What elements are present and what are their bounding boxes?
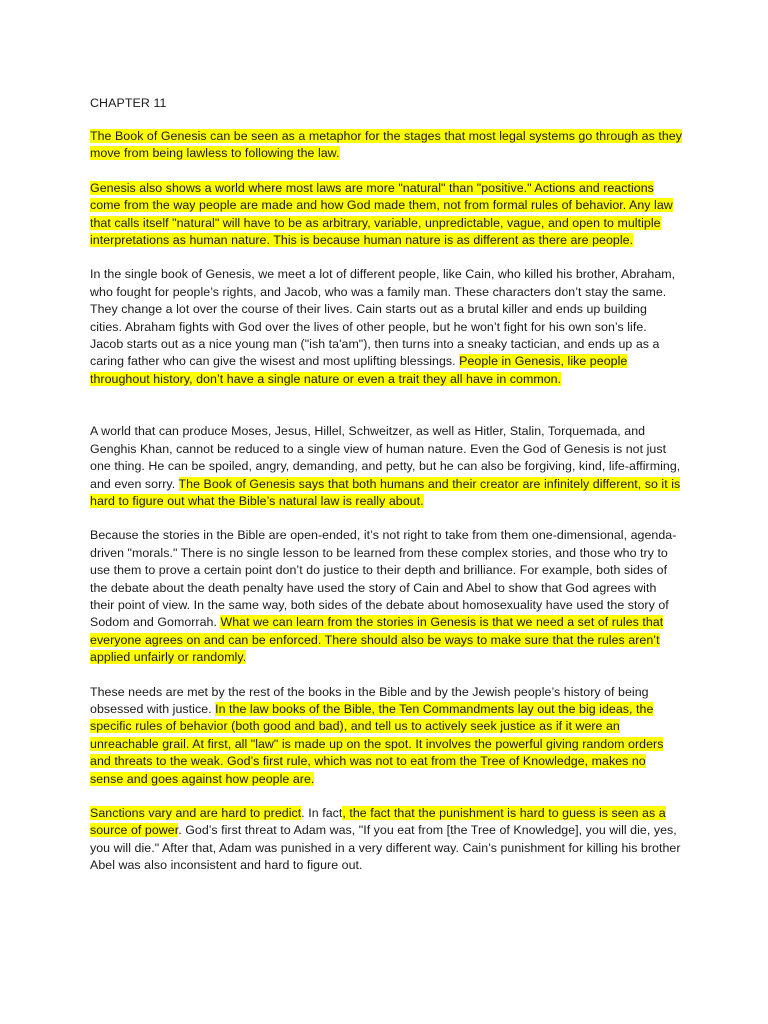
highlighted-text: Genesis also shows a world where most laws are more "natural" than "positive." Actions and reactions come from the way people are made and how God made them, not from formal rules of behavior. Any law that calls itself "natural" will have to be as arbitrary, variable, unpredictable, vague, and open to multiple interpretations as human nature. This is because human nature is as different as there are people. [90,180,673,248]
highlighted-text: The Book of Genesis can be seen as a metaphor for the stages that most legal systems go through as they move from being lawless to following the law. [90,129,682,161]
paragraph [90,180,682,250]
document-body [90,128,682,875]
body-text: These needs are met by the rest of the books in the Bible and by the Jewish people’s history of being obsessed with justice. [90,684,649,716]
paragraph [90,527,682,666]
highlighted-text: , the fact that the punishment is hard to guess is seen as a source of power [90,806,666,838]
highlighted-text: People in Genesis, like people throughout history, don’t have a single nature or even a trait they all have in common. [90,354,628,386]
body-text: In the single book of Genesis, we meet a lot of different people, like Cain, who killed his brother, Abraham, who fought for people’s rights, and Jacob, who was a family man. These characters don’t stay the same. They change a lot over the course of their lives. Cain starts out as a brutal killer and ends up building cities. Abraham fights with God over the lives of other people, but he won’t fight for his own son’s life. Jacob starts out as a nice young man ("ish ta'am"), then turns into a sneaky tactician, and ends up as a caring father who can give the wisest and most uplifting blessings. [90,267,676,369]
paragraph [90,423,682,510]
body-text: . In fact [301,806,343,820]
highlighted-text: What we can learn from the stories in Genesis is that we need a set of rules that everyone agrees on and can be enforced. There should also be ways to make sure that the rules aren’t applied unfairly or randomly. [90,615,664,665]
paragraph [90,266,682,388]
body-text: Because the stories in the Bible are open-ended, it’s not right to take from them one-dimensional, agenda-driven "morals." There is no single lesson to be learned from these complex stories, and those who try to use them to prove a certain point don’t do justice to their depth and brilliance. For example, both sides of the debate about the death penalty have used the story of Cain and Abel to show that God agrees with their point of view. In the same way, both sides of the debate about homosexuality have used the story of Sodom and Gomorrah. [90,528,677,630]
highlighted-text: The Book of Genesis says that both humans and their creator are infinitely different, so it is hard to figure out what the Bible’s natural law is really about. [90,476,681,508]
paragraph [90,128,682,163]
body-text: A world that can produce Moses, Jesus, Hillel, Schweitzer, as well as Hitler, Stalin, Torquemada, and Genghis Khan, cannot be reduced to a single view of human nature. Even the God of Genesis is not just one thing. He can be spoiled, angry, demanding, and petty, but he can also be forgiving, kind, life-affirming, and even sorry. [90,424,681,491]
highlighted-text: Sanctions vary and are hard to predict [90,806,302,820]
paragraph [90,805,682,875]
chapter-heading: CHAPTER 11 [90,96,167,110]
paragraph [90,684,682,788]
body-text: . God’s first threat to Adam was, "If you eat from [the Tree of Knowledge], you will die, yes, you will die." After that, Adam was punished in a very different way. Cain’s punishment for killing his brother Abel was also inconsistent and hard to figure out. [90,823,681,873]
highlighted-text: In the law books of the Bible, the Ten Commandments lay out the big ideas, the specific rules of behavior (both good and bad), and tell us to actively seek justice as if it were an unreachable grail. At first, all "law" is made up on the spot. It involves the powerful giving random orders and threats to the weak. God’s first rule, which was not to eat from the Tree of Knowledge, makes no sense and goes against how people are. [90,701,664,786]
